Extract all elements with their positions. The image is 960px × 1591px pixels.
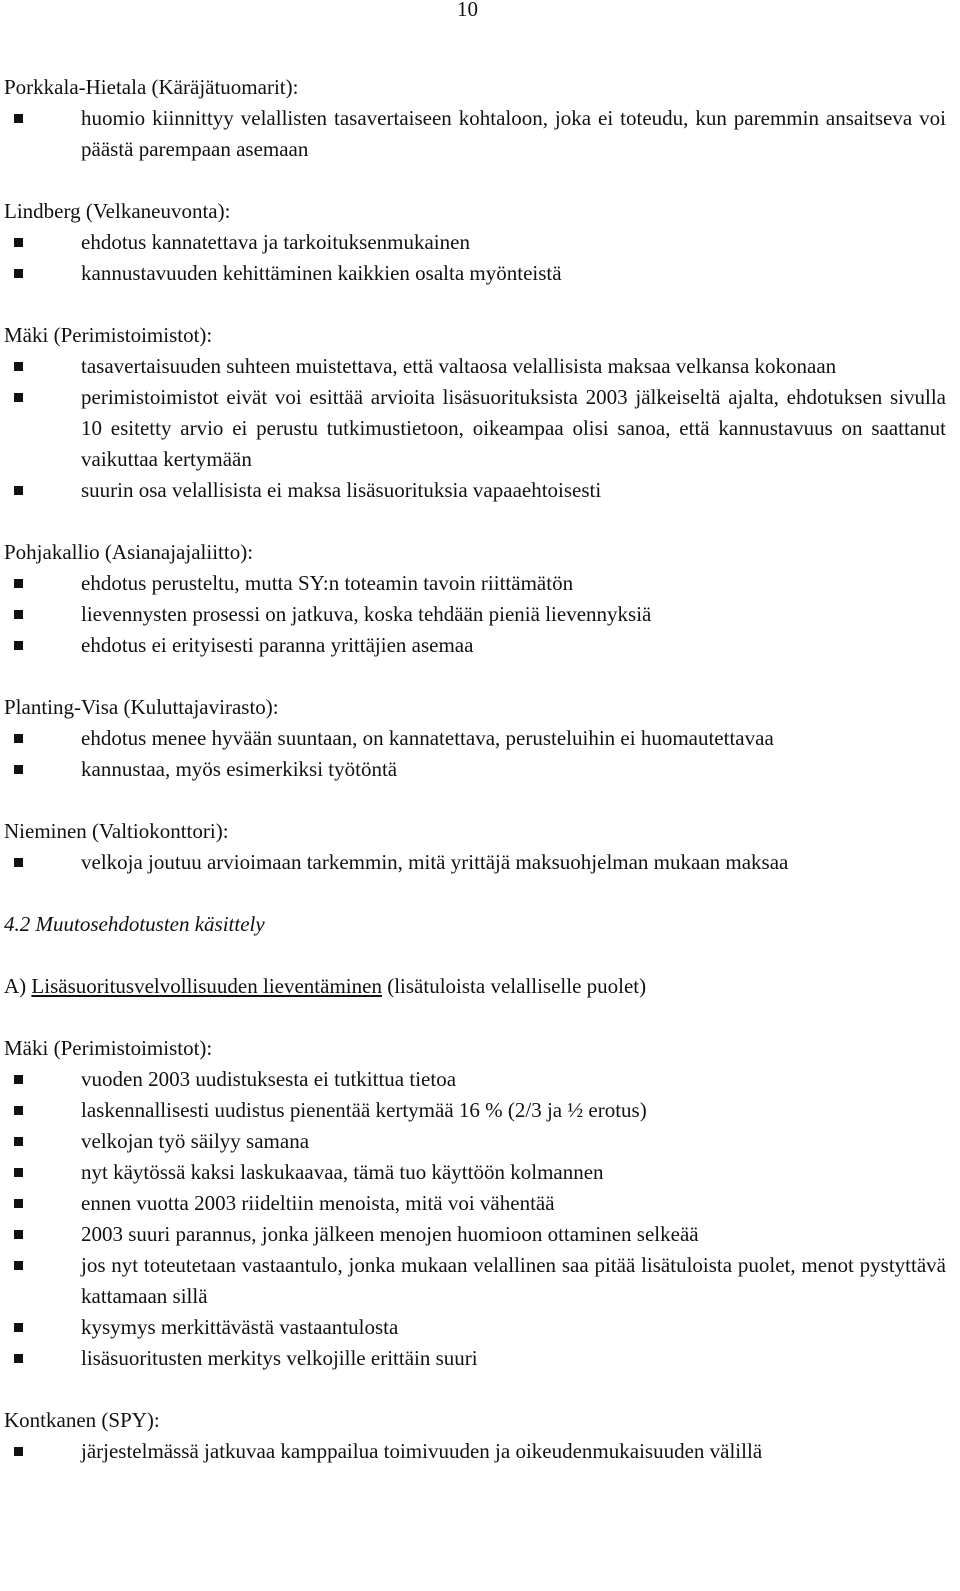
- list-item: [4, 1219, 946, 1250]
- list-item-text: vuoden 2003 uudistuksesta ei tutkittua tietoa: [81, 1067, 457, 1091]
- square-bullet-icon: [14, 1230, 23, 1239]
- list-item: [4, 568, 946, 599]
- section-heading: 4.2 Muutosehdotusten käsittely: [4, 912, 265, 936]
- list-item-text: suurin osa velallisista ei maksa lisäsuorituksia vapaaehtoisesti: [81, 478, 602, 502]
- speaker-name: Lindberg (Velkaneuvonta):: [4, 199, 231, 223]
- list-item: [4, 630, 946, 661]
- square-bullet-icon: [14, 362, 23, 371]
- square-bullet-icon: [14, 1447, 23, 1456]
- list-item-text: laskennallisesti uudistus pienentää kertymää 16 % (2/3 ja ½ erotus): [81, 1098, 647, 1122]
- statement-block: [4, 1033, 946, 1374]
- list-item-text: 2003 suuri parannus, jonka jälkeen menojen huomioon ottaminen selkeää: [81, 1222, 699, 1246]
- bullet-list: [4, 351, 946, 506]
- statement-block: [4, 1405, 946, 1467]
- page-number: 10: [457, 0, 478, 21]
- list-item-text: huomio kiinnittyy velallisten tasavertaiseen kohtaloon, joka ei toteudu, kun paremmin ansaitseva voi päästä parempaan asemaan: [81, 106, 946, 161]
- list-item-text: tasavertaisuuden suhteen muistettava, että valtaosa velallisista maksaa velkansa kokonaan: [81, 354, 837, 378]
- bullet-list: [4, 723, 946, 785]
- square-bullet-icon: [14, 486, 23, 495]
- list-item-text: velkoja joutuu arvioimaan tarkemmin, mitä yrittäjä maksuohjelman mukaan maksaa: [81, 850, 789, 874]
- list-item-text: kannustavuuden kehittäminen kaikkien osalta myönteistä: [81, 261, 562, 285]
- square-bullet-icon: [14, 1354, 23, 1363]
- bullet-list: [4, 227, 946, 289]
- list-item-text: ehdotus kannatettava ja tarkoituksenmukainen: [81, 230, 470, 254]
- list-item: [4, 1157, 946, 1188]
- square-bullet-icon: [14, 114, 23, 123]
- statement-block: [4, 320, 946, 506]
- square-bullet-icon: [14, 1168, 23, 1177]
- square-bullet-icon: [14, 610, 23, 619]
- speaker-name: Planting-Visa (Kuluttajavirasto):: [4, 695, 279, 719]
- list-item-text: velkojan työ säilyy samana: [81, 1129, 310, 1153]
- bullet-list: [4, 847, 946, 878]
- statement-block: [4, 816, 946, 878]
- list-item: [4, 599, 946, 630]
- list-item: [4, 258, 946, 289]
- bullet-list: [4, 1064, 946, 1374]
- statement-block: [4, 196, 946, 289]
- subsection-title: Lisäsuoritusvelvollisuuden lieventäminen: [31, 974, 382, 998]
- list-item-text: järjestelmässä jatkuvaa kamppailua toimivuuden ja oikeudenmukaisuuden välillä: [81, 1439, 763, 1463]
- list-item: [4, 382, 946, 475]
- bullet-list: [4, 568, 946, 661]
- list-item-text: ennen vuotta 2003 riideltiin menoista, mitä voi vähentää: [81, 1191, 555, 1215]
- list-item-text: jos nyt toteutetaan vastaantulo, jonka mukaan velallinen saa pitää lisätuloista puolet, menot pystyttävä kattamaan sillä: [81, 1253, 946, 1308]
- square-bullet-icon: [14, 641, 23, 650]
- list-item-text: nyt käytössä kaksi laskukaavaa, tämä tuo käyttöön kolmannen: [81, 1160, 604, 1184]
- list-item: [4, 1126, 946, 1157]
- speaker-name: Mäki (Perimistoimistot):: [4, 323, 213, 347]
- square-bullet-icon: [14, 1106, 23, 1115]
- list-item-text: perimistoimistot eivät voi esittää arvioita lisäsuorituksista 2003 jälkeiseltä ajalta, ehdotuksen sivulla 10 esitetty arvio ei perustu tutkimustietoon, oikeampaa olisi sanoa, että kannustavuus on saattanut vaikuttaa kertymään: [81, 385, 946, 471]
- comments-before: [4, 72, 946, 878]
- subsection-note: (lisätuloista velalliselle puolet): [381, 974, 647, 998]
- list-item-text: ehdotus menee hyvään suuntaan, on kannatettava, perusteluihin ei huomautettavaa: [81, 726, 774, 750]
- list-item: [4, 1436, 946, 1467]
- bullet-list: [4, 1436, 946, 1467]
- list-item-text: lievennysten prosessi on jatkuva, koska tehdään pieniä lievennyksiä: [81, 602, 652, 626]
- list-item-text: ehdotus ei erityisesti paranna yrittäjien asemaa: [81, 633, 474, 657]
- statement-block: [4, 72, 946, 165]
- list-item: [4, 1095, 946, 1126]
- list-item: [4, 1250, 946, 1312]
- comments-after: [4, 1033, 946, 1467]
- square-bullet-icon: [14, 765, 23, 774]
- list-item: [4, 351, 946, 382]
- list-item: [4, 1343, 946, 1374]
- list-item: [4, 754, 946, 785]
- square-bullet-icon: [14, 1323, 23, 1332]
- statement-block: [4, 692, 946, 785]
- list-item: [4, 1188, 946, 1219]
- speaker-name: Kontkanen (SPY):: [4, 1408, 160, 1432]
- subsection-prefix: A): [4, 974, 32, 998]
- list-item: [4, 1064, 946, 1095]
- list-item-text: ehdotus perusteltu, mutta SY:n toteamin tavoin riittämätön: [81, 571, 574, 595]
- list-item-text: lisäsuoritusten merkitys velkojille erittäin suuri: [81, 1346, 478, 1370]
- square-bullet-icon: [14, 393, 23, 402]
- square-bullet-icon: [14, 269, 23, 278]
- list-item-text: kysymys merkittävästä vastaantulosta: [81, 1315, 399, 1339]
- square-bullet-icon: [14, 1137, 23, 1146]
- list-item: [4, 475, 946, 506]
- statement-block: [4, 537, 946, 661]
- bullet-list: [4, 103, 946, 165]
- speaker-name: Mäki (Perimistoimistot):: [4, 1036, 213, 1060]
- list-item-text: kannustaa, myös esimerkiksi työtöntä: [81, 757, 398, 781]
- document-body: [4, 72, 946, 1498]
- square-bullet-icon: [14, 1075, 23, 1084]
- subsection-heading: [4, 971, 946, 1002]
- square-bullet-icon: [14, 579, 23, 588]
- list-item: [4, 847, 946, 878]
- speaker-name: Nieminen (Valtiokonttori):: [4, 819, 229, 843]
- list-item: [4, 103, 946, 165]
- speaker-name: Pohjakallio (Asianajajaliitto):: [4, 540, 254, 564]
- square-bullet-icon: [14, 1199, 23, 1208]
- square-bullet-icon: [14, 1261, 23, 1270]
- list-item: [4, 227, 946, 258]
- list-item: [4, 1312, 946, 1343]
- list-item: [4, 723, 946, 754]
- square-bullet-icon: [14, 858, 23, 867]
- speaker-name: Porkkala-Hietala (Käräjätuomarit):: [4, 75, 299, 99]
- square-bullet-icon: [14, 238, 23, 247]
- square-bullet-icon: [14, 734, 23, 743]
